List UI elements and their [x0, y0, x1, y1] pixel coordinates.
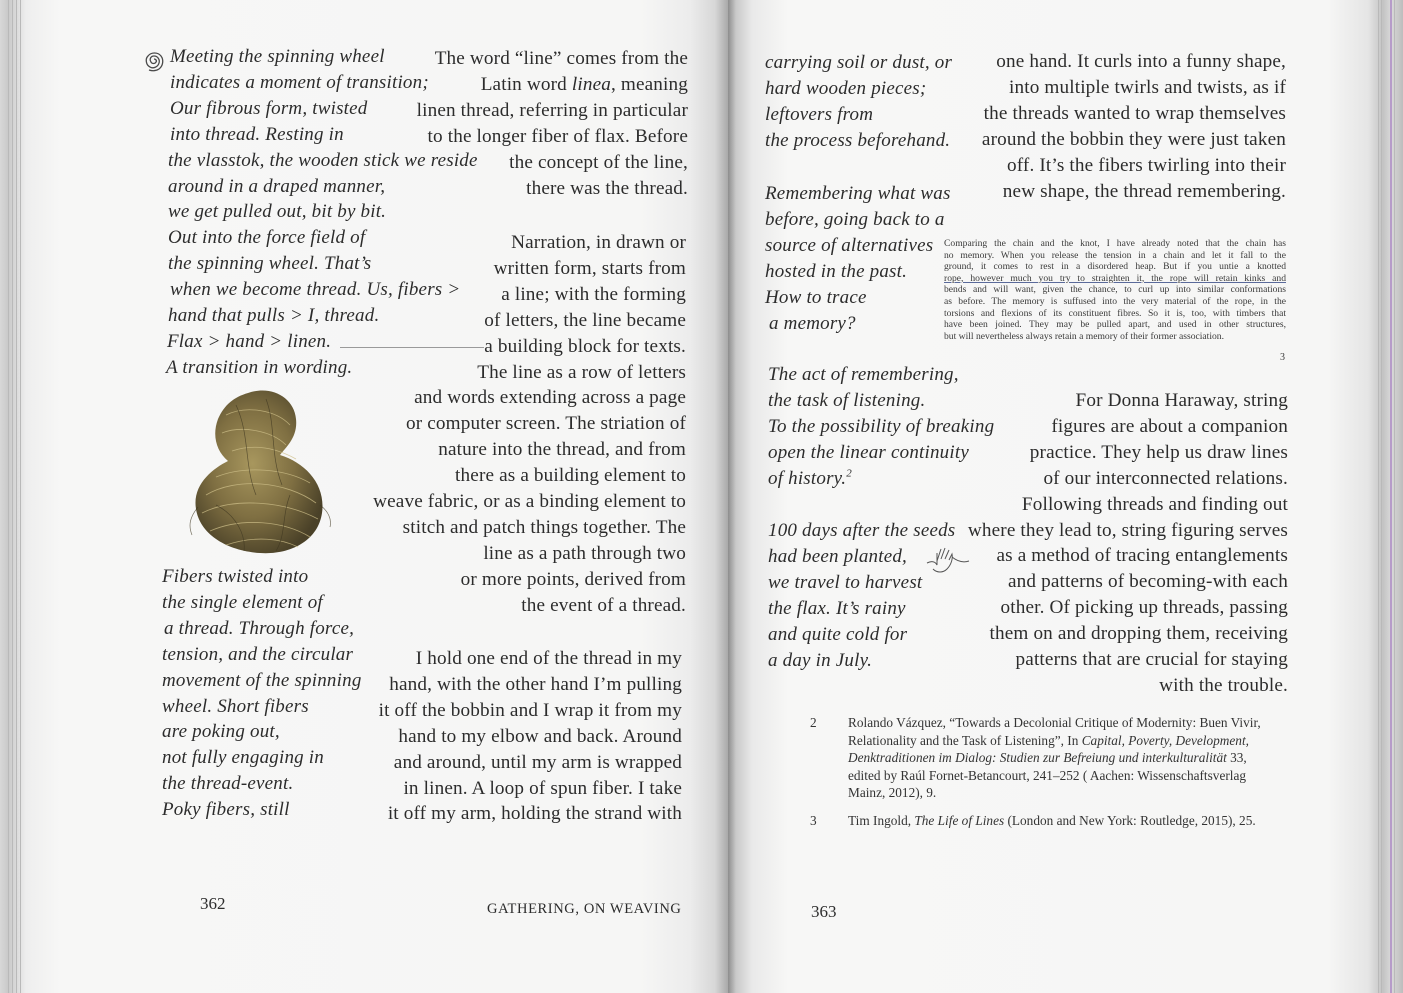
- footnote-text: [848, 812, 1256, 830]
- quote-line: Comparing the chain and the knot, I have already noted that the chain has: [944, 238, 1286, 249]
- margin-line: The act of remembering,: [768, 364, 959, 385]
- body-line: them on and dropping them, receiving: [989, 623, 1288, 645]
- margin-line: 100 days after the seeds: [768, 520, 956, 541]
- margin-line: the thread-event.: [162, 773, 294, 795]
- body-line: and patterns of becoming-with each: [1007, 571, 1288, 593]
- body-line: as a method of tracing entanglements: [996, 545, 1288, 567]
- margin-line: source of alternatives: [765, 234, 934, 256]
- body-line: hand to my elbow and back. Around: [398, 725, 682, 747]
- quote-line: have been joined. They may be pulled apart, and used in other structures,: [944, 319, 1286, 331]
- flax-bundle-image: [186, 385, 336, 560]
- footnote-line: Tim Ingold, The Life of Lines (London and New York: Routledge, 2015), 25.: [848, 813, 1256, 828]
- footnote-number: 2: [810, 715, 817, 730]
- margin-line: Fibers twisted into: [162, 566, 309, 587]
- footnote-line: Mainz, 2012), 9.: [848, 785, 937, 801]
- margin-line: Flax > hand > linen.: [167, 330, 332, 352]
- body-text-curls: [982, 49, 1286, 204]
- body-line: there as a building element to: [455, 465, 686, 487]
- margin-line: wheel. Short fibers: [162, 695, 309, 717]
- margin-line: the spinning wheel. That’s: [168, 253, 372, 275]
- quote-line: as before. The memory is suffused into the very material of the rope, in the: [944, 295, 1286, 307]
- body-line: a line; with the forming: [501, 283, 686, 305]
- margin-line: leftovers from: [765, 103, 874, 125]
- margin-line: Remembering what was: [765, 183, 951, 204]
- footnote-3: [810, 812, 1330, 832]
- footnote-line: Rolando Vázquez, “Towards a Decolonial Critique of Modernity: Buen Vivir,: [848, 715, 1261, 730]
- margin-line: not fully engaging in: [162, 747, 324, 769]
- margin-line: the flax. It’s rainy: [768, 597, 906, 619]
- body-line: or computer screen. The striation of: [406, 413, 686, 435]
- margin-line: Poky fibers, still: [162, 799, 290, 821]
- footnote-line: Denktraditionen im Dialog: Studien zur Befreiung und interkulturalität 33,: [848, 750, 1247, 766]
- margin-line: A transition in wording.: [166, 356, 353, 378]
- footnote-text: [848, 714, 1261, 802]
- body-line: linen thread, referring in particular: [416, 99, 688, 121]
- spiral-icon: [140, 45, 168, 77]
- margin-line: a day in July.: [768, 649, 873, 671]
- quote-line: rope, however much you try to straighten it, the rope will retain kinks and: [944, 272, 1286, 284]
- body-line: practice. They help us draw lines: [1029, 441, 1288, 463]
- quote-line: but will nevertheless always retain a memory of their former association.: [944, 330, 1224, 342]
- body-line: The line as a row of letters: [477, 361, 686, 383]
- margin-line: into thread. Resting in: [170, 123, 344, 145]
- page-edges-right: [1376, 0, 1396, 993]
- body-line: written form, starts from: [493, 257, 686, 279]
- margin-line: we get pulled out, bit by bit.: [168, 201, 387, 223]
- quote-line: torsions and flexions of its constituent fibres. So it is, too, with timbers that: [944, 307, 1286, 319]
- margin-line: Our fibrous form, twisted: [170, 97, 368, 119]
- footnote-line: edited by Raúl Fornet-Betancourt, 241–252 ( Aachen: Wissenschaftsverlag: [848, 767, 1247, 783]
- margin-line: we travel to harvest: [768, 571, 923, 593]
- body-line: or more points, derived from: [460, 568, 686, 590]
- margin-line: How to trace: [765, 286, 867, 308]
- margin-line: had been planted,: [768, 545, 908, 567]
- body-text-haraway: [968, 388, 1288, 699]
- margin-line: and quite cold for: [768, 623, 908, 645]
- body-text-narration: [373, 230, 686, 619]
- footnote-number: 3: [810, 813, 817, 828]
- margin-line: are poking out,: [162, 721, 280, 743]
- quote-reference-number: 3: [1280, 352, 1285, 363]
- footnote-ref: 2: [846, 467, 852, 480]
- body-line: Narration, in drawn or: [511, 232, 686, 253]
- margin-line: carrying soil or dust, or: [765, 52, 953, 73]
- margin-note-listening: [768, 362, 994, 492]
- body-line: of letters, the line became: [484, 309, 686, 331]
- body-line: nature into the thread, and from: [438, 439, 686, 461]
- body-line: to the longer fiber of flax. Before: [427, 125, 688, 147]
- margin-note-fibers: [162, 564, 362, 823]
- body-line: the concept of the line,: [509, 151, 688, 173]
- margin-note-leftovers: [765, 50, 952, 154]
- margin-line: the process beforehand.: [765, 129, 951, 151]
- body-line: into multiple twirls and twists, as if: [1009, 76, 1286, 98]
- margin-line: a thread. Through force,: [164, 617, 355, 639]
- quote-line: no memory. When you release the tension in a chain and let it fall to the: [944, 249, 1286, 261]
- margin-line: movement of the spinning: [162, 669, 362, 691]
- body-line: other. Of picking up threads, passing: [1000, 597, 1288, 619]
- body-line: new shape, the thread remembering.: [1002, 180, 1286, 202]
- body-line: stitch and patch things together. The: [402, 516, 686, 538]
- body-line: where they lead to, string figuring serves: [967, 519, 1288, 541]
- margin-line: the task of listening.: [768, 389, 926, 411]
- running-head: GATHERING, ON WEAVING: [487, 901, 682, 917]
- margin-line: Meeting the spinning wheel: [170, 46, 385, 67]
- footnote-line: Relationality and the Task of Listening”, In Capital, Poverty, Development,: [848, 732, 1249, 748]
- margin-line: Out into the force field of: [168, 227, 366, 249]
- body-line: patterns that are crucial for staying: [1015, 649, 1288, 671]
- body-line: around the bobbin they were just taken: [981, 128, 1286, 150]
- body-line: and words extending across a page: [414, 387, 686, 409]
- body-text-line-origin: [417, 46, 688, 201]
- margin-line: the single element of: [162, 591, 323, 613]
- right-page: [728, 0, 1403, 993]
- margin-line: the vlasstok, the wooden stick we reside: [168, 149, 478, 171]
- body-line: it off the bobbin and I wrap it from my: [378, 699, 682, 721]
- margin-line: open the linear continuity: [768, 441, 969, 463]
- margin-line: when we become thread. Us, fibers >: [170, 279, 461, 301]
- body-line: Following threads and finding out: [1021, 493, 1288, 515]
- body-line: it off my arm, holding the strand with: [387, 803, 682, 825]
- folio-left: 362: [200, 894, 226, 913]
- body-line: one hand. It curls into a funny shape,: [996, 51, 1286, 72]
- margin-line: hosted in the past.: [765, 260, 908, 282]
- body-line: hand, with the other hand I’m pulling: [389, 673, 682, 695]
- page-edges-left: [6, 0, 26, 993]
- block-quote-ingold: [944, 238, 1286, 342]
- margin-note-remembering: [765, 181, 951, 336]
- body-line: For Donna Haraway, string: [1075, 390, 1288, 411]
- margin-line: To the possibility of breaking: [768, 415, 995, 437]
- body-line: line as a path through two: [483, 542, 686, 564]
- body-text-holding-thread: [379, 646, 682, 827]
- margin-note-harvest: [768, 518, 955, 673]
- quote-line: ground, it comes to rest in a disordered heap. But if you untie a knotted: [944, 261, 1286, 273]
- margin-line: around in a draped manner,: [168, 175, 386, 197]
- margin-line: tension, and the circular: [162, 643, 354, 665]
- margin-line: hard wooden pieces;: [765, 77, 927, 99]
- hand-doodle-icon: [921, 547, 971, 579]
- body-line: I hold one end of the thread in my: [415, 648, 682, 669]
- body-line: there was the thread.: [526, 177, 688, 199]
- body-line: of our interconnected relations.: [1043, 467, 1288, 489]
- quote-line: bends and will want, given the chance, to curl up into similar conformations: [944, 284, 1286, 296]
- body-line: weave fabric, or as a binding element to: [373, 491, 686, 513]
- body-line: with the trouble.: [1159, 674, 1288, 696]
- body-line: in linen. A loop of spun fiber. I take: [403, 777, 682, 799]
- footnote-2: [810, 714, 1330, 809]
- body-line: Latin word linea, meaning: [480, 73, 688, 95]
- margin-line: indicates a moment of transition;: [170, 71, 429, 93]
- folio-right: 363: [811, 902, 837, 921]
- body-line: a building block for texts.: [484, 335, 686, 357]
- body-line: the event of a thread.: [521, 594, 686, 616]
- body-line: The word “line” comes from the: [434, 48, 688, 69]
- body-line: and around, until my arm is wrapped: [393, 751, 682, 773]
- margin-line: of history.$^2$: [768, 467, 852, 489]
- body-line: figures are about a companion: [1051, 415, 1288, 437]
- margin-line: before, going back to a: [765, 208, 945, 230]
- margin-line: a memory?: [769, 312, 856, 334]
- body-line: off. It’s the fibers twirling into their: [1006, 154, 1286, 176]
- margin-line: hand that pulls > I, thread.: [168, 305, 380, 327]
- body-line: the threads wanted to wrap themselves: [983, 102, 1286, 124]
